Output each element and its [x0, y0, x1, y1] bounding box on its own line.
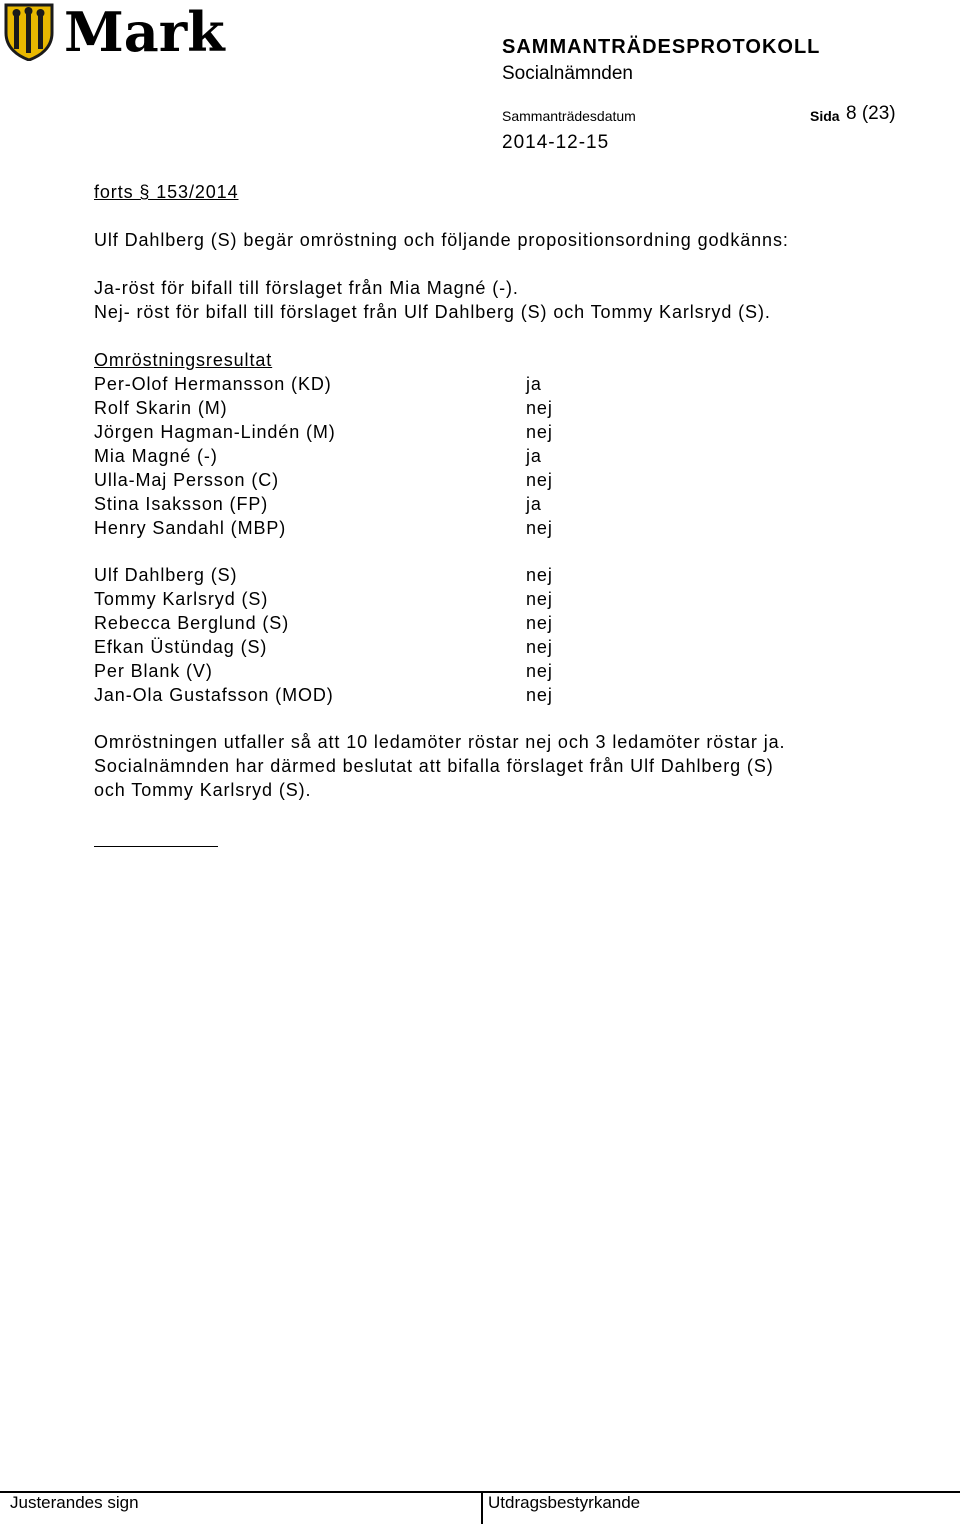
- vote-row: [94, 374, 574, 398]
- vote-row: [94, 446, 574, 470]
- member-name: Mia Magné (-): [94, 446, 218, 466]
- section-reference: forts § 153/2014: [94, 182, 239, 202]
- member-name: Tommy Karlsryd (S): [94, 589, 269, 609]
- adjuster-signature-label: Justerandes sign: [10, 1493, 139, 1512]
- meeting-date: 2014-12-15: [502, 132, 610, 153]
- member-name: Jan-Ola Gustafsson (MOD): [94, 685, 334, 705]
- member-vote: nej: [526, 565, 553, 585]
- member-name: Per Blank (V): [94, 661, 213, 681]
- extract-certification-label: Utdragsbestyrkande: [488, 1493, 641, 1512]
- organization-name: Socialnämnden: [502, 63, 633, 84]
- member-vote: ja: [526, 446, 542, 466]
- member-vote: nej: [526, 398, 553, 418]
- member-name: Rebecca Berglund (S): [94, 613, 290, 633]
- vote-row: [94, 685, 574, 709]
- member-name: Per-Olof Hermansson (KD): [94, 374, 332, 394]
- meeting-date-label: Sammanträdesdatum: [502, 108, 636, 124]
- intro-paragraph: Ulf Dahlberg (S) begär omröstning och följande propositionsordning godkänns:: [94, 230, 789, 250]
- member-name: Jörgen Hagman-Lindén (M): [94, 422, 336, 442]
- member-name: Stina Isaksson (FP): [94, 494, 269, 514]
- member-vote: nej: [526, 589, 553, 609]
- member-name: Rolf Skarin (M): [94, 398, 228, 418]
- member-vote: nej: [526, 637, 553, 657]
- member-vote: nej: [526, 518, 553, 538]
- page-number: 8 (23): [846, 103, 896, 124]
- vote-row: [94, 661, 574, 685]
- footer-divider: [481, 1491, 483, 1524]
- municipality-logo: [4, 2, 225, 62]
- vote-row: [94, 565, 574, 589]
- conclusion-line-2: Socialnämnden har därmed beslutat att bifalla förslaget från Ulf Dahlberg (S): [94, 756, 774, 776]
- member-name: Henry Sandahl (MBP): [94, 518, 287, 538]
- member-name: Efkan Üstündag (S): [94, 637, 268, 657]
- proposal-yes: Ja-röst för bifall till förslaget från Mia Magné (-).: [94, 278, 519, 298]
- vote-row: [94, 518, 574, 542]
- coat-of-arms-icon: [4, 3, 54, 61]
- document-title: SAMMANTRÄDESPROTOKOLL: [502, 36, 821, 58]
- member-vote: nej: [526, 613, 553, 633]
- member-vote: ja: [526, 494, 542, 514]
- member-name: Ulla-Maj Persson (C): [94, 470, 280, 490]
- vote-row: [94, 589, 574, 613]
- member-vote: nej: [526, 470, 553, 490]
- vote-row: [94, 422, 574, 446]
- vote-row: [94, 398, 574, 422]
- logo-wordmark: Mark: [64, 0, 225, 64]
- member-vote: nej: [526, 422, 553, 442]
- section-end-rule: [94, 846, 218, 847]
- conclusion-line-3: och Tommy Karlsryd (S).: [94, 780, 312, 800]
- member-vote: ja: [526, 374, 542, 394]
- footer-rule: [0, 1491, 960, 1493]
- member-vote: nej: [526, 685, 553, 705]
- vote-row: [94, 494, 574, 518]
- proposal-no: Nej- röst för bifall till förslaget från Ulf Dahlberg (S) och Tommy Karlsryd (S).: [94, 302, 771, 322]
- vote-row: [94, 613, 574, 637]
- vote-row: [94, 470, 574, 494]
- vote-row: [94, 637, 574, 661]
- page-label: Sida: [810, 108, 840, 124]
- result-heading: Omröstningsresultat: [94, 350, 273, 370]
- member-vote: nej: [526, 661, 553, 681]
- conclusion-line-1: Omröstningen utfaller så att 10 ledamöter röstar nej och 3 ledamöter röstar ja.: [94, 732, 786, 752]
- member-name: Ulf Dahlberg (S): [94, 565, 238, 585]
